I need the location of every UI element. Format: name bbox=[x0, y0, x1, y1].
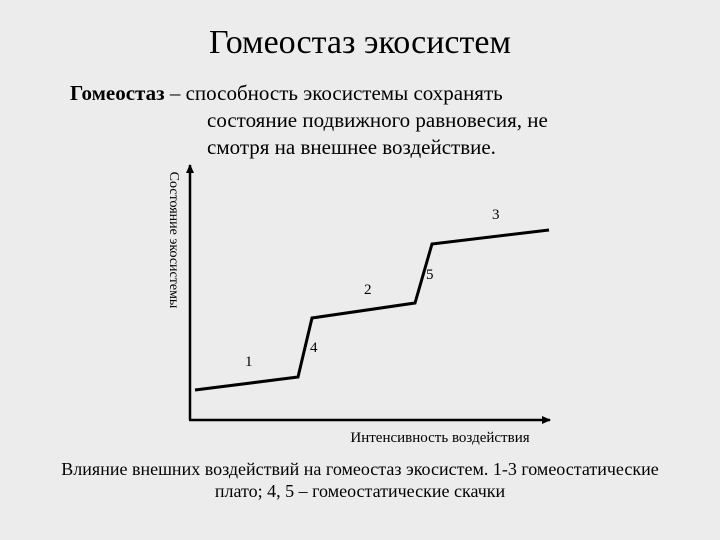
caption-line-1: Влияние внешних воздействий на гомеостаз экосистем. 1-3 гомеостатические bbox=[61, 459, 659, 479]
definition-line-1: – способность экосистемы сохранять bbox=[164, 81, 503, 105]
definition-line-3: смотря на внешнее воздействие. bbox=[207, 135, 496, 159]
label-plateau-3: 3 bbox=[492, 207, 500, 223]
label-plateau-2: 2 bbox=[364, 282, 372, 298]
label-plateau-1: 1 bbox=[245, 354, 253, 370]
slide-title: Гомеостаз экосистем bbox=[209, 24, 511, 61]
definition-line-2: состояние подвижного равновесия, не bbox=[207, 108, 548, 132]
label-jump-5: 5 bbox=[426, 267, 434, 283]
label-jump-4: 4 bbox=[310, 340, 318, 356]
y-axis-label: Состояние экосистемы bbox=[166, 171, 181, 309]
figure-caption bbox=[0, 458, 720, 502]
definition-term: Гомеостаз bbox=[70, 81, 165, 105]
caption-line-2: плато; 4, 5 – гомеостатические скачки bbox=[214, 481, 506, 501]
x-axis-label: Интенсивность воздействия bbox=[350, 430, 530, 446]
